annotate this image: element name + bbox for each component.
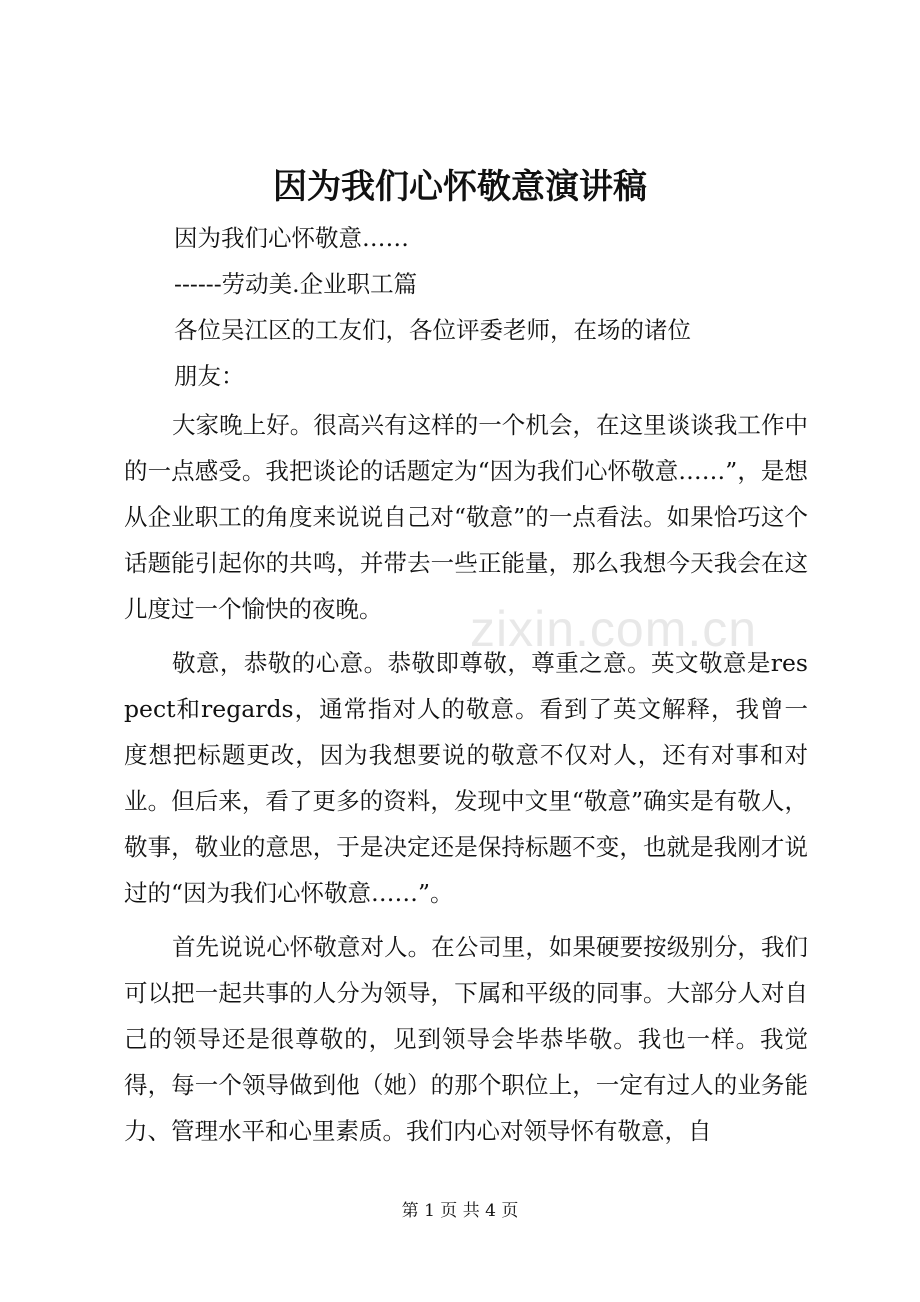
watermark: zixin.com.cn [470,601,758,657]
page-footer: 第 1 页 共 4 页 [401,1201,519,1221]
paragraph-3: 首先说说心怀敬意对人。在公司里，如果硬要按级别分，我们可以把一起共事的人分为领导，下属和平级的同事。大部分人对自己的领导还是很尊敬的，见到领导会毕恭毕敬。我也一样。我觉得，每一个领导做到他（她）的那个职位上，一定有过人的业务能力、管理水平和心里素质。我们内心对领导怀有敬意，自 [124,933,808,1145]
byline: ------劳动美.企业职工篇 [174,270,418,298]
salutation-line-2: 朋友： [174,362,245,390]
paragraph-2: 敬意，恭敬的心意。恭敬即尊敬，尊重之意。英文敬意是respect和regards，通常指对人的敬意。看到了英文解释，我曾一度想把标题更改，因为我想要说的敬意不仅对人，还有对事和对业。但后来，看了更多的资料，发现中文里“敬意”确实是有敬人，敬事，敬业的意思，于是决定还是保持标题不变，也就是我刚才说过的“因为我们心怀敬意……”。 [124,649,808,907]
subtitle: 因为我们心怀敬意…… [174,224,409,252]
paragraph-1: 大家晚上好。很高兴有这样的一个机会，在这里谈谈我工作中的一点感受。我把谈论的话题定为“因为我们心怀敬意……”，是想从企业职工的角度来说说自己对“敬意”的一点看法。如果恰巧这个话题能引起你的共鸣，并带去一些正能量，那么我想今天我会在这儿度过一个愉快的夜晚。 [124,411,808,623]
body-text [124,402,808,1162]
salutation-line-1: 各位吴江区的工友们，各位评委老师，在场的诸位 [174,316,691,344]
document-title: 因为我们心怀敬意演讲稿 [273,167,647,207]
